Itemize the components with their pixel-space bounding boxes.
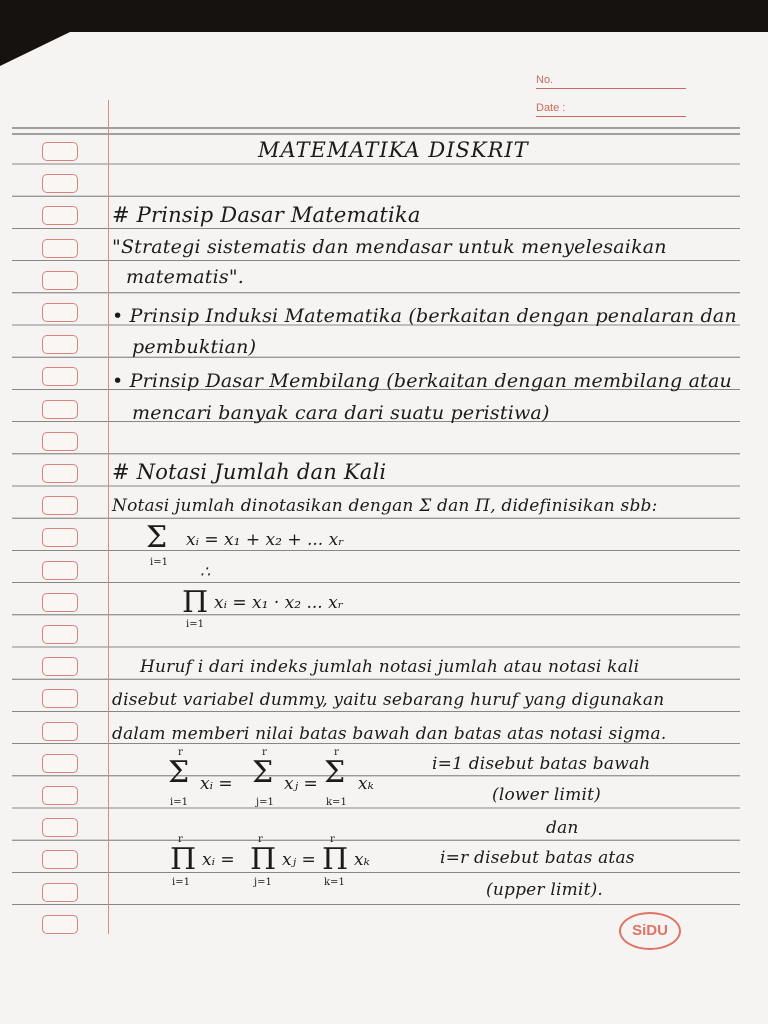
eq2-lower-1: i=1 — [172, 877, 190, 888]
margin-line — [108, 100, 109, 934]
bullet-2-line-2: mencari banyak cara dari suatu peristiwa) — [132, 402, 550, 424]
eq2-upper-1: r — [178, 834, 183, 845]
eq2-pi-2: Π — [250, 842, 277, 877]
binder-hole-5 — [42, 271, 78, 290]
therefore-symbol: ∴ — [200, 562, 211, 581]
no-line — [536, 88, 686, 89]
sum-formula: xᵢ = x₁ + x₂ + ... xᵣ — [186, 530, 345, 550]
eq1-term-1: xᵢ = — [200, 774, 233, 794]
notebook-page — [0, 32, 768, 1024]
binder-hole-12 — [42, 496, 78, 515]
binder-hole-3 — [42, 206, 78, 225]
eq1-upper-2: r — [262, 747, 267, 758]
binder-hole-4 — [42, 239, 78, 258]
eq1-sigma-3: Σ — [324, 755, 346, 790]
binder-hole-1 — [42, 142, 78, 161]
pi-symbol: Π — [182, 585, 209, 620]
binder-hole-6 — [42, 303, 78, 322]
binder-hole-25 — [42, 915, 78, 934]
binder-hole-16 — [42, 625, 78, 644]
paragraph-line-2: disebut variabel dummy, yaitu sebarang huruf yang digunakan — [112, 690, 665, 710]
binder-hole-9 — [42, 400, 78, 419]
sum-lower-index: i=1 — [150, 557, 168, 568]
note-upper-line-1: i=r disebut batas atas — [440, 848, 635, 868]
eq1-upper-1: r — [178, 747, 183, 758]
note-and: dan — [546, 818, 579, 838]
binder-hole-24 — [42, 883, 78, 902]
eq1-upper-3: r — [334, 747, 339, 758]
binder-hole-14 — [42, 561, 78, 580]
bullet-1-line-1: • Prinsip Induksi Matematika (berkaitan dengan penalaran dan — [112, 305, 737, 327]
binder-hole-19 — [42, 722, 78, 741]
note-lower-line-1: i=1 disebut batas bawah — [432, 754, 651, 774]
note-upper-line-2: (upper limit). — [486, 880, 604, 900]
eq2-term-2: xⱼ = — [282, 850, 316, 870]
binder-hole-22 — [42, 818, 78, 837]
eq2-term-1: xᵢ = — [202, 850, 235, 870]
paragraph-line-1: Huruf i dari indeks jumlah notasi jumlah atau notasi kali — [140, 657, 640, 677]
quote-line-1: "Strategi sistematis dan mendasar untuk menyelesaikan — [112, 236, 667, 258]
eq1-lower-3: k=1 — [326, 797, 347, 808]
date-label: Date : — [536, 102, 566, 114]
eq2-term-3: xₖ — [354, 850, 370, 870]
page-title: MATEMATIKA DISKRIT — [258, 138, 529, 162]
eq1-term-3: xₖ — [358, 774, 374, 794]
binder-hole-15 — [42, 593, 78, 612]
quote-line-2: matematis". — [126, 266, 245, 288]
binder-hole-11 — [42, 464, 78, 483]
product-formula: xᵢ = x₁ · x₂ ... xᵣ — [214, 593, 344, 613]
bullet-1-line-2: pembuktian) — [132, 336, 257, 358]
paragraph-line-3: dalam memberi nilai batas bawah dan batas atas notasi sigma. — [112, 724, 667, 744]
section-heading-prinsip: # Prinsip Dasar Matematika — [112, 203, 421, 227]
binder-hole-8 — [42, 367, 78, 386]
binder-hole-17 — [42, 657, 78, 676]
no-label: No. — [536, 74, 554, 86]
eq1-lower-2: j=1 — [256, 797, 274, 808]
eq2-lower-3: k=1 — [324, 877, 345, 888]
binder-hole-23 — [42, 850, 78, 869]
binder-hole-18 — [42, 689, 78, 708]
binder-hole-2 — [42, 174, 78, 193]
date-line — [536, 116, 686, 117]
eq2-pi-3: Π — [322, 842, 349, 877]
brand-logo: SiDU — [619, 912, 681, 950]
binder-hole-21 — [42, 786, 78, 805]
section-heading-notasi: # Notasi Jumlah dan Kali — [112, 460, 387, 484]
eq2-pi-1: Π — [170, 842, 197, 877]
eq1-sigma-2: Σ — [252, 755, 274, 790]
bullet-2-line-1: • Prinsip Dasar Membilang (berkaitan dengan membilang atau — [112, 370, 732, 392]
note-lower-line-2: (lower limit) — [492, 785, 601, 805]
sigma-symbol: Σ — [146, 520, 168, 555]
eq1-term-2: xⱼ = — [284, 774, 318, 794]
binder-hole-7 — [42, 335, 78, 354]
eq1-sigma-1: Σ — [168, 755, 190, 790]
binder-hole-20 — [42, 754, 78, 773]
binder-hole-10 — [42, 432, 78, 451]
product-lower-index: i=1 — [186, 619, 204, 630]
eq2-upper-2: r — [258, 834, 263, 845]
eq1-lower-1: i=1 — [170, 797, 188, 808]
eq2-lower-2: j=1 — [254, 877, 272, 888]
page-corner — [0, 32, 70, 66]
notation-intro: Notasi jumlah dinotasikan dengan Σ dan Π, didefinisikan sbb: — [112, 496, 658, 516]
eq2-upper-3: r — [330, 834, 335, 845]
binder-hole-13 — [42, 528, 78, 547]
